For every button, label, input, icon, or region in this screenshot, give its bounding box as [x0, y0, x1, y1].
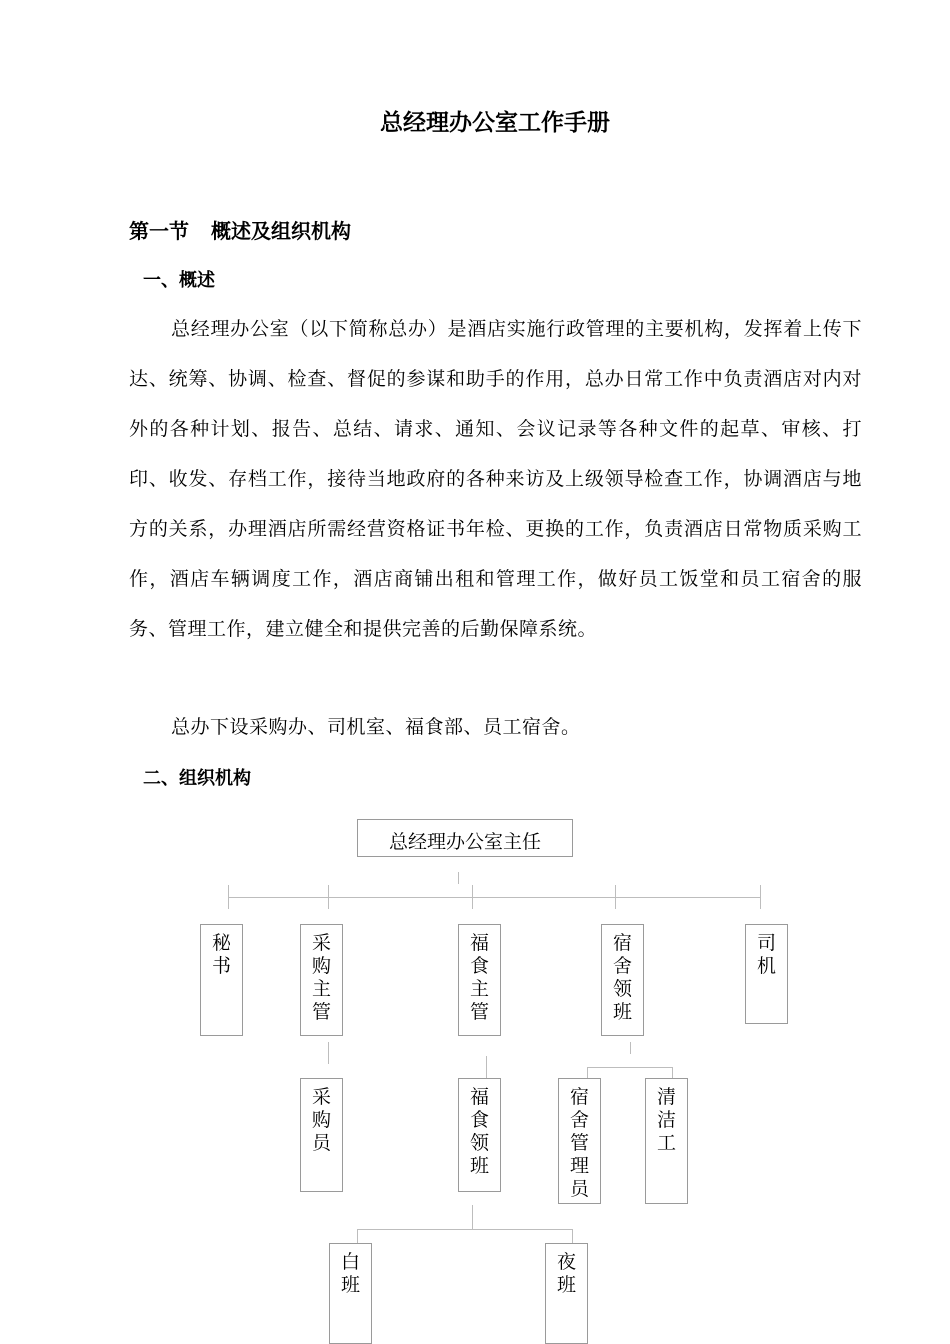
org-box-night-shift: [545, 1243, 588, 1344]
org-box-driver: [745, 924, 788, 1024]
org-box-dorm-leader: [601, 924, 644, 1036]
connector: [228, 897, 761, 898]
connector: [630, 1042, 631, 1054]
connector: [486, 1056, 487, 1078]
org-root-box: 总经理办公室主任: [357, 819, 573, 857]
org-box-cleaner: [645, 1078, 688, 1204]
connector: [228, 885, 229, 909]
org-label: 采 购 主 管: [311, 932, 331, 1023]
org-box-dorm-manager: [558, 1078, 601, 1204]
org-label: 宿 舍 管 理 员: [569, 1086, 589, 1200]
org-box-purchasing-supervisor: [300, 924, 343, 1036]
org-label: 福 食 领 班: [469, 1086, 489, 1177]
connector: [472, 1205, 473, 1229]
org-box-food-supervisor: [458, 924, 501, 1036]
connector: [615, 885, 616, 909]
connector: [357, 1229, 358, 1243]
connector: [458, 872, 459, 884]
section-number: 第一节: [129, 219, 189, 243]
org-label: 清 洁 工: [656, 1086, 676, 1154]
overview-paragraph-2: 总办下设采购办、司机室、福食部、员工宿舍。: [171, 716, 581, 738]
org-label: 宿 舍 领 班: [612, 932, 632, 1023]
org-heading: 二、组织机构: [143, 768, 251, 789]
document-title: 总经理办公室工作手册: [380, 110, 610, 136]
connector: [328, 885, 329, 909]
connector: [357, 1229, 573, 1230]
overview-paragraph-1: 总经理办公室（以下简称总办）是酒店实施行政管理的主要机构，发挥着上传下达、统筹、协调、检查、督促的参谋和助手的作用，总办日常工作中负责酒店对内对外的各种计划、报告、总结、请求、通知、会议记录等各种文件的起草、审核、打印、收发、存档工作，接待当地政府的各种来访及上级领导检查工作，协调酒店与地方的关系，办理酒店所需经营资格证书年检、更换的工作，负责酒店日常物质采购工作，酒店车辆调度工作，酒店商铺出租和管理工作，做好员工饭堂和员工宿舍的服务、管理工作，建立健全和提供完善的后勤保障系统。: [129, 318, 862, 640]
connector: [472, 885, 473, 909]
org-box-food-leader: [458, 1078, 501, 1192]
org-label: 秘 书: [211, 932, 231, 977]
org-label: 白 班: [340, 1251, 360, 1296]
org-box-day-shift: [329, 1243, 372, 1344]
connector: [328, 1042, 329, 1064]
overview-heading: 一、概述: [143, 270, 215, 291]
org-box-secretary: [200, 924, 243, 1036]
org-label: 采 购 员: [311, 1086, 331, 1154]
section-name: 概述及组织机构: [211, 219, 351, 243]
connector: [572, 1229, 573, 1243]
section-heading: [129, 215, 351, 244]
org-box-purchaser: [300, 1078, 343, 1192]
org-label: 福 食 主 管: [469, 932, 489, 1023]
connector: [760, 885, 761, 909]
connector: [587, 1067, 672, 1068]
org-label: 司 机: [756, 932, 776, 977]
org-label: 夜 班: [556, 1251, 576, 1296]
